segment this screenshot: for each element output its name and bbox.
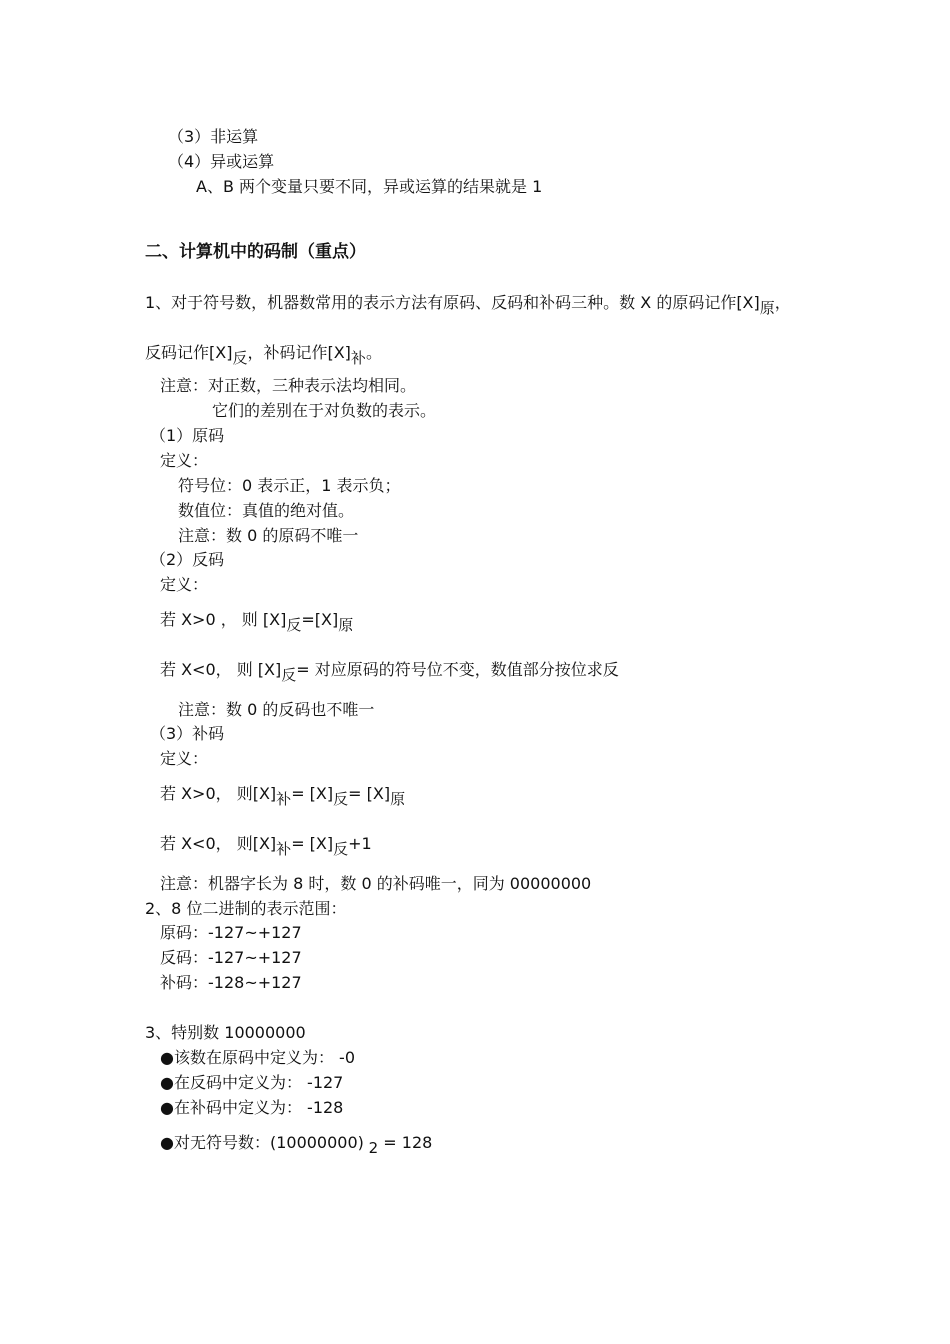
- paragraph-code-notation: 反码记作$[X]_反$，补码记作$[X]_补$。: [145, 343, 382, 367]
- yuanma-sign-bit: 符号位：0 表示正，1 表示负；: [178, 476, 401, 495]
- note-negative: 它们的差别在于对负数的表示。: [212, 401, 437, 420]
- note-positive: 注意：对正数，三种表示法均相同。: [160, 376, 417, 395]
- range-buma: 补码：-128~+127: [160, 973, 302, 992]
- special-bullet-unsigned: ●对无符号数：(10000000) $_2$ = 128: [160, 1133, 433, 1157]
- fanma-definition-label: 定义：: [160, 575, 209, 594]
- buma-positive-rule: 若 X>0， 则$[X]_补= [X]_反= [X]_原$: [160, 784, 406, 808]
- xor-operation-item: （4）异或运算: [168, 152, 275, 171]
- range-yuanma: 原码：-127~+127: [160, 923, 302, 942]
- fanma-title: （2）反码: [150, 550, 225, 569]
- special-bullet-yuanma: ●该数在原码中定义为： -0: [160, 1048, 356, 1067]
- yuanma-title: （1）原码: [150, 426, 225, 445]
- fanma-positive-rule: 若 X>0 ， 则 $[X]_反=[X]_原$: [160, 610, 354, 634]
- xor-description: A、B 两个变量只要不同，异或运算的结果就是 1: [196, 177, 543, 196]
- yuanma-value-bit: 数值位：真值的绝对值。: [178, 501, 355, 520]
- yuanma-definition-label: 定义：: [160, 451, 209, 470]
- buma-title: （3）补码: [150, 724, 225, 743]
- buma-note: 注意：机器字长为 8 时，数 0 的补码唯一，同为 00000000: [160, 874, 592, 893]
- paragraph-code-intro: 1、对于符号数，机器数常用的表示方法有原码、反码和补码三种。数 X 的原码记作$[X]_原$，: [145, 293, 791, 317]
- fanma-negative-rule: 若 X<0， 则 $[X]_反=$ 对应原码的符号位不变，数值部分按位求反: [160, 660, 619, 684]
- special-number-title: 3、特别数 10000000: [145, 1023, 306, 1042]
- section-heading: 二、计算机中的码制（重点）: [145, 242, 366, 262]
- range-fanma: 反码：-127~+127: [160, 948, 302, 967]
- buma-negative-rule: 若 X<0， 则$[X]_补= [X]_反+1$: [160, 834, 372, 858]
- not-operation-item: （3）非运算: [168, 127, 259, 146]
- special-bullet-buma: ●在补码中定义为： -128: [160, 1098, 344, 1117]
- range-title: 2、8 位二进制的表示范围：: [145, 899, 347, 918]
- fanma-note: 注意：数 0 的反码也不唯一: [178, 700, 375, 719]
- buma-definition-label: 定义：: [160, 749, 209, 768]
- special-bullet-fanma: ●在反码中定义为： -127: [160, 1073, 344, 1092]
- yuanma-note: 注意：数 0 的原码不唯一: [178, 526, 359, 545]
